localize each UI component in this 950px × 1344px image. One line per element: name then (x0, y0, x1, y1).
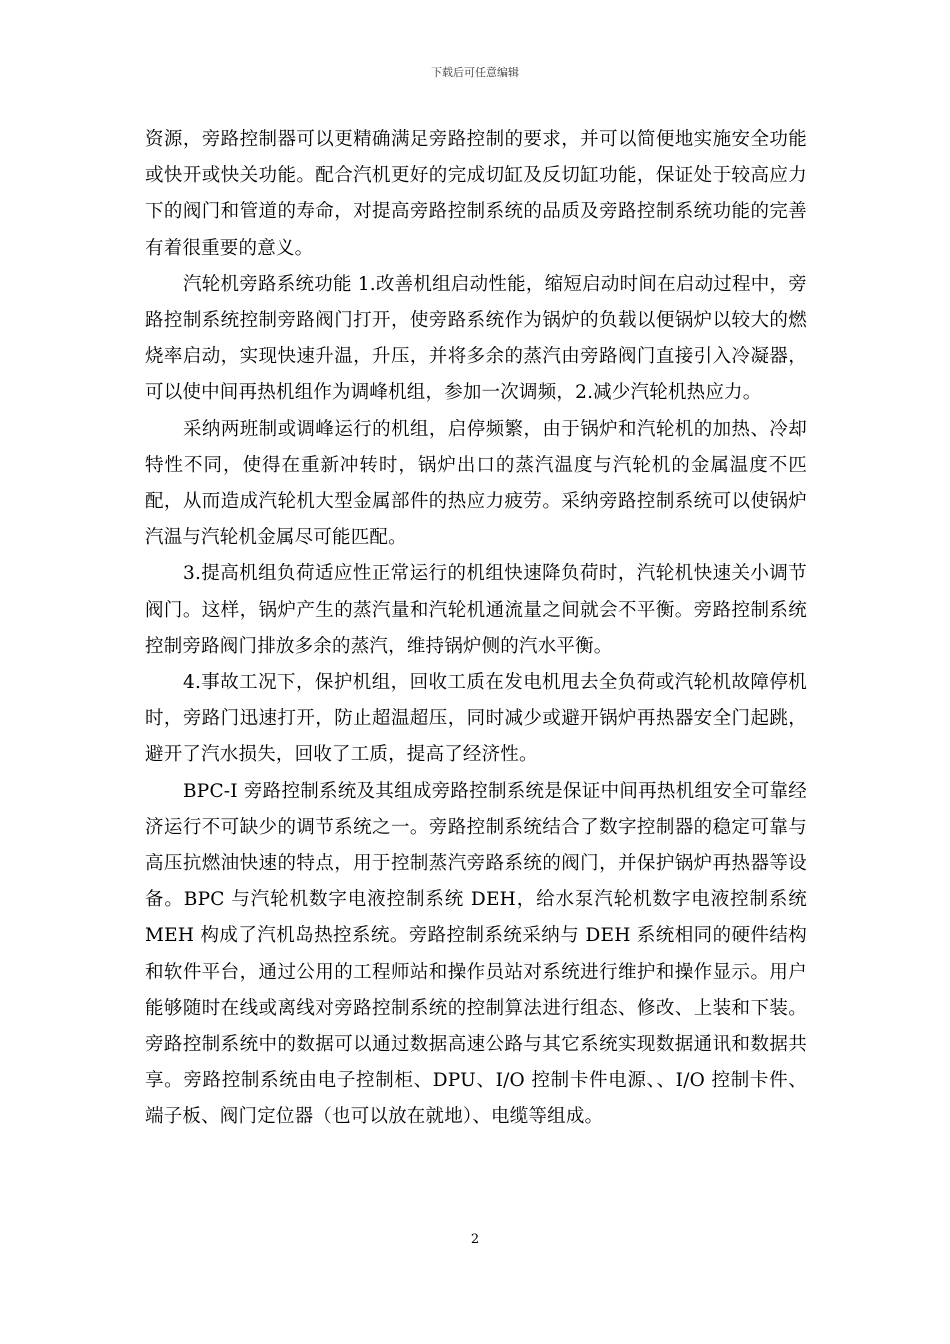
page-header: 下载后可任意编辑 (431, 66, 519, 79)
paragraph-continuation: 资源，旁路控制器可以更精确满足旁路控制的要求，并可以简便地实施安全功能或快开或快关功能。配合汽机更好的完成切缸及反切缸功能，保证处于较高应力下的阀门和管道的寿命，对提高旁路控制系统的品质及旁路控制系统功能的完善有着很重要的意义。 (145, 129, 807, 259)
paragraph-accident-conditions: 4.事故工况下，保护机组，回收工质在发电机甩去全负荷或汽轮机故障停机时，旁路门迅速打开，防止超温超压，同时减少或避开锅炉再热器安全门起跳，避开了汽水损失，回收了工质，提高了经济性。 (145, 672, 807, 766)
paragraph-bpc-system: BPC-I 旁路控制系统及其组成旁路控制系统是保证中间再热机组安全可靠经济运行不可缺少的调节系统之一。旁路控制系统结合了数字控制器的稳定可靠与高压抗燃油快速的特点，用于控制蒸汽旁路系统的阀门，并保护锅炉再热器等设备。BPC 与汽轮机数字电液控制系统 DEH，给水泵汽轮机数字电液控制系统 MEH 构成了汽机岛热控系统。旁路控制系统采纳与 DEH 系统相同的硬件结构和软件平台，通过公用的工程师站和操作员站对系统进行维护和操作显示。用户能够随时在线或离线对旁路控制系统的控制算法进行组态、修改、上装和下装。旁路控制系统中的数据可以通过数据高速公路与其它系统实现数据通讯和数据共享。旁路控制系统由电子控制柜、DPU、I/O 控制卡件电源、、I/O 控制卡件、端子板、阀门定位器（也可以放在就地）、电缆等组成。 (145, 780, 807, 1128)
paragraph-two-shift-operation: 采纳两班制或调峰运行的机组，启停频繁，由于锅炉和汽轮机的加热、冷却特性不同，使得在重新冲转时，锅炉出口的蒸汽温度与汽轮机的金属温度不匹配，从而造成汽轮机大型金属部件的热应力疲劳。采纳旁路控制系统可以使锅炉汽温与汽轮机金属尽可能匹配。 (145, 418, 807, 549)
document-body (145, 122, 807, 1136)
paragraph-load-adaptability: 3.提高机组负荷适应性正常运行的机组快速降负荷时，汽轮机快速关小调节阀门。这样，锅炉产生的蒸汽量和汽轮机通流量之间就会不平衡。旁路控制系统控制旁路阀门排放多余的蒸汽，维持锅炉侧的汽水平衡。 (145, 563, 807, 657)
page-number: 2 (470, 1232, 480, 1247)
paragraph-bypass-functions: 汽轮机旁路系统功能 1.改善机组启动性能，缩短启动时间在启动过程中，旁路控制系统控制旁路阀门打开，使旁路系统作为锅炉的负载以便锅炉以较大的燃烧率启动，实现快速升温，升压，并将多余的蒸汽由旁路阀门直接引入冷凝器，可以使中间再热机组作为调峰机组，参加一次调频，2.减少汽轮机热应力。 (145, 273, 807, 404)
